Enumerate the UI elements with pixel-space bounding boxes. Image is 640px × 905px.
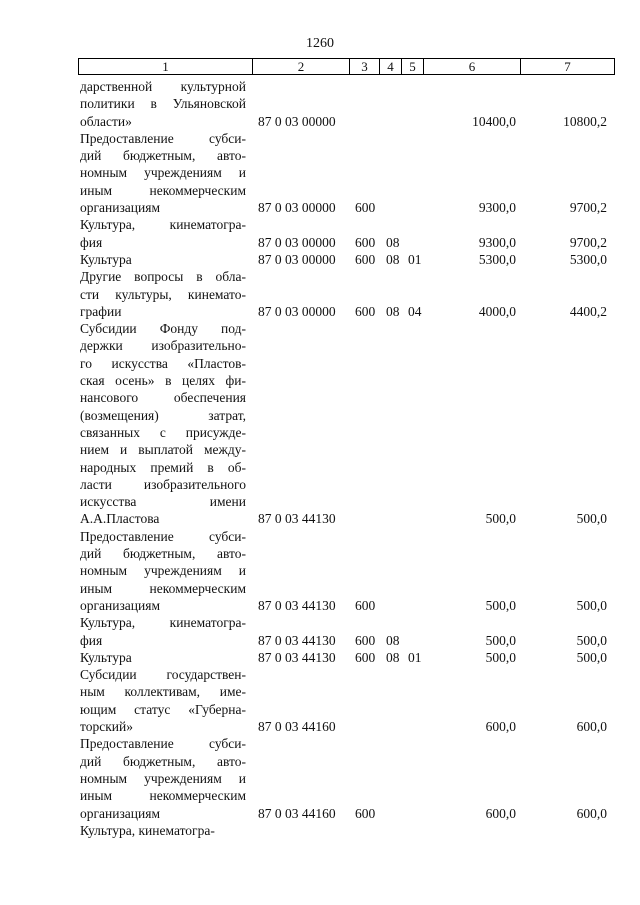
table-row <box>0 268 640 320</box>
row-name-line: нансового обеспечения <box>80 390 246 406</box>
row-subsection: 04 <box>408 303 422 319</box>
row-name <box>80 822 246 839</box>
header-col-2: 2 <box>253 59 350 74</box>
row-vr: 600 <box>355 252 376 267</box>
row-name-line: сти культуры, кинемато- <box>80 286 246 302</box>
row-value-2020: 4000,0 <box>478 303 516 319</box>
row-code: 87 0 03 00000 <box>258 303 336 319</box>
row-code: 87 0 03 44160 <box>258 805 336 821</box>
row-name-line: Культура <box>80 252 132 267</box>
row-name-line: дий бюджетным, авто- <box>80 546 246 562</box>
row-name-line: Предоставление субси- <box>80 130 246 146</box>
row-name-line: ющим статус «Губерна- <box>80 701 246 717</box>
row-subsection: 01 <box>408 649 422 665</box>
header-col-3: 3 <box>350 59 380 74</box>
row-name-line: Предоставление субси- <box>80 528 246 544</box>
row-name <box>80 78 246 130</box>
row-name-line: го искусства «Пластов- <box>80 355 246 371</box>
row-name-line: А.А.Пластова <box>80 511 160 527</box>
row-name <box>80 735 246 821</box>
row-value-2021: 10800,2 <box>563 113 607 129</box>
row-vr: 600 <box>355 303 376 319</box>
row-section: 08 <box>386 303 400 319</box>
table-row <box>0 78 640 130</box>
row-section: 08 <box>386 649 400 665</box>
row-name-line: держки изобразительно- <box>80 338 246 354</box>
header-col-6: 6 <box>424 59 521 74</box>
row-name <box>80 528 246 614</box>
row-vr: 600 <box>355 598 376 613</box>
row-value-2021: 500,0 <box>576 632 607 648</box>
header-col-1: 1 <box>79 59 253 74</box>
table-row <box>0 614 640 649</box>
row-value-2020: 5300,0 <box>478 252 516 267</box>
table-row <box>0 822 640 839</box>
table-row <box>0 649 640 666</box>
row-name-line: номным учреждениям и <box>80 165 246 181</box>
row-value-2020: 500,0 <box>485 649 516 665</box>
row-value-2021: 500,0 <box>576 511 607 527</box>
row-code: 87 0 03 00000 <box>258 113 336 129</box>
row-name <box>80 320 246 528</box>
header-col-5: 5 <box>402 59 424 74</box>
row-name <box>80 130 246 216</box>
row-value-2021: 9700,2 <box>569 200 607 216</box>
table-row <box>0 666 640 735</box>
row-name-line: народных премий в об- <box>80 459 246 475</box>
table-row <box>0 251 640 268</box>
row-name-line: Субсидии Фонду под- <box>80 321 246 337</box>
row-vr: 600 <box>355 234 376 250</box>
row-code: 87 0 03 44130 <box>258 649 336 665</box>
row-vr: 600 <box>355 805 376 821</box>
row-name-line: дий бюджетным, авто- <box>80 148 246 164</box>
row-name-line: искусства имени <box>80 494 246 510</box>
table-row <box>0 528 640 615</box>
row-name-line: области» <box>80 113 132 129</box>
row-name-line: (возмещения) затрат, <box>80 407 246 423</box>
table-row <box>0 216 640 251</box>
row-value-2020: 600,0 <box>485 719 516 735</box>
row-section: 08 <box>386 632 400 648</box>
row-section: 08 <box>386 252 400 267</box>
row-name-line: связанных с присужде- <box>80 424 246 440</box>
row-name-line: иным некоммерческим <box>80 182 246 198</box>
row-name-line: организациям <box>80 805 161 821</box>
row-value-2021: 600,0 <box>576 719 607 735</box>
row-code: 87 0 03 00000 <box>258 234 336 250</box>
header-col-7: 7 <box>564 59 571 74</box>
row-value-2021: 500,0 <box>576 649 607 665</box>
row-name-line: иным некоммерческим <box>80 580 246 596</box>
table-header <box>78 58 615 75</box>
row-subsection: 01 <box>408 252 422 267</box>
row-name-line: ская осень» в целях фи- <box>80 373 246 389</box>
row-value-2021: 4400,2 <box>569 303 607 319</box>
row-vr: 600 <box>355 200 376 216</box>
row-code: 87 0 03 44160 <box>258 719 336 735</box>
row-name-line: ным коллективам, име- <box>80 684 246 700</box>
row-name-line: Субсидии государствен- <box>80 667 246 683</box>
row-name-line: нием и выплатой между- <box>80 442 246 458</box>
row-name-line: номным учреждениям и <box>80 563 246 579</box>
row-name-line: графии <box>80 303 122 319</box>
header-col-4: 4 <box>380 59 402 74</box>
row-name-line: организациям <box>80 200 161 216</box>
table-row <box>0 130 640 217</box>
row-value-2020: 9300,0 <box>478 234 516 250</box>
row-name-line: ласти изобразительного <box>80 476 246 492</box>
row-name-line: номным учреждениям и <box>80 770 246 786</box>
row-value-2020: 600,0 <box>485 805 516 821</box>
row-value-2021: 9700,2 <box>569 234 607 250</box>
row-value-2021: 600,0 <box>576 805 607 821</box>
row-name-line: дарственной культурной <box>80 79 246 94</box>
row-code: 87 0 03 00000 <box>258 200 336 216</box>
row-value-2020: 500,0 <box>485 632 516 648</box>
row-name <box>80 649 246 666</box>
row-value-2021: 5300,0 <box>569 252 607 267</box>
row-name-line: Культура, кинематогра- <box>80 615 246 631</box>
table-row <box>0 320 640 528</box>
row-name-line: Культура, кинематогра- <box>80 822 215 838</box>
page-number: 1260 <box>306 36 334 51</box>
row-name-line: иным некоммерческим <box>80 788 246 804</box>
row-name-line: торский» <box>80 719 133 735</box>
row-name <box>80 251 246 268</box>
row-vr: 600 <box>355 649 376 665</box>
row-name-line: Другие вопросы в обла- <box>80 269 246 285</box>
table-row <box>0 735 640 822</box>
row-code: 87 0 03 00000 <box>258 252 336 267</box>
row-code: 87 0 03 44130 <box>258 598 336 613</box>
row-name <box>80 614 246 649</box>
row-vr: 600 <box>355 632 376 648</box>
row-value-2020: 10400,0 <box>472 113 516 129</box>
row-section: 08 <box>386 234 400 250</box>
row-value-2020: 500,0 <box>485 511 516 527</box>
row-name-line: политики в Ульяновской <box>80 96 246 112</box>
row-name-line: организациям <box>80 597 161 613</box>
row-value-2020: 500,0 <box>485 598 516 613</box>
row-code: 87 0 03 44130 <box>258 511 336 527</box>
row-name <box>80 268 246 320</box>
row-name <box>80 666 246 735</box>
row-name-line: Культура <box>80 649 132 665</box>
row-value-2020: 9300,0 <box>478 200 516 216</box>
row-code: 87 0 03 44130 <box>258 632 336 648</box>
row-name-line: Культура, кинематогра- <box>80 217 246 233</box>
row-value-2021: 500,0 <box>576 598 607 613</box>
row-name-line: фия <box>80 234 103 250</box>
row-name-line: фия <box>80 632 103 648</box>
row-name <box>80 216 246 251</box>
row-name-line: Предоставление субси- <box>80 736 246 752</box>
row-name-line: дий бюджетным, авто- <box>80 753 246 769</box>
